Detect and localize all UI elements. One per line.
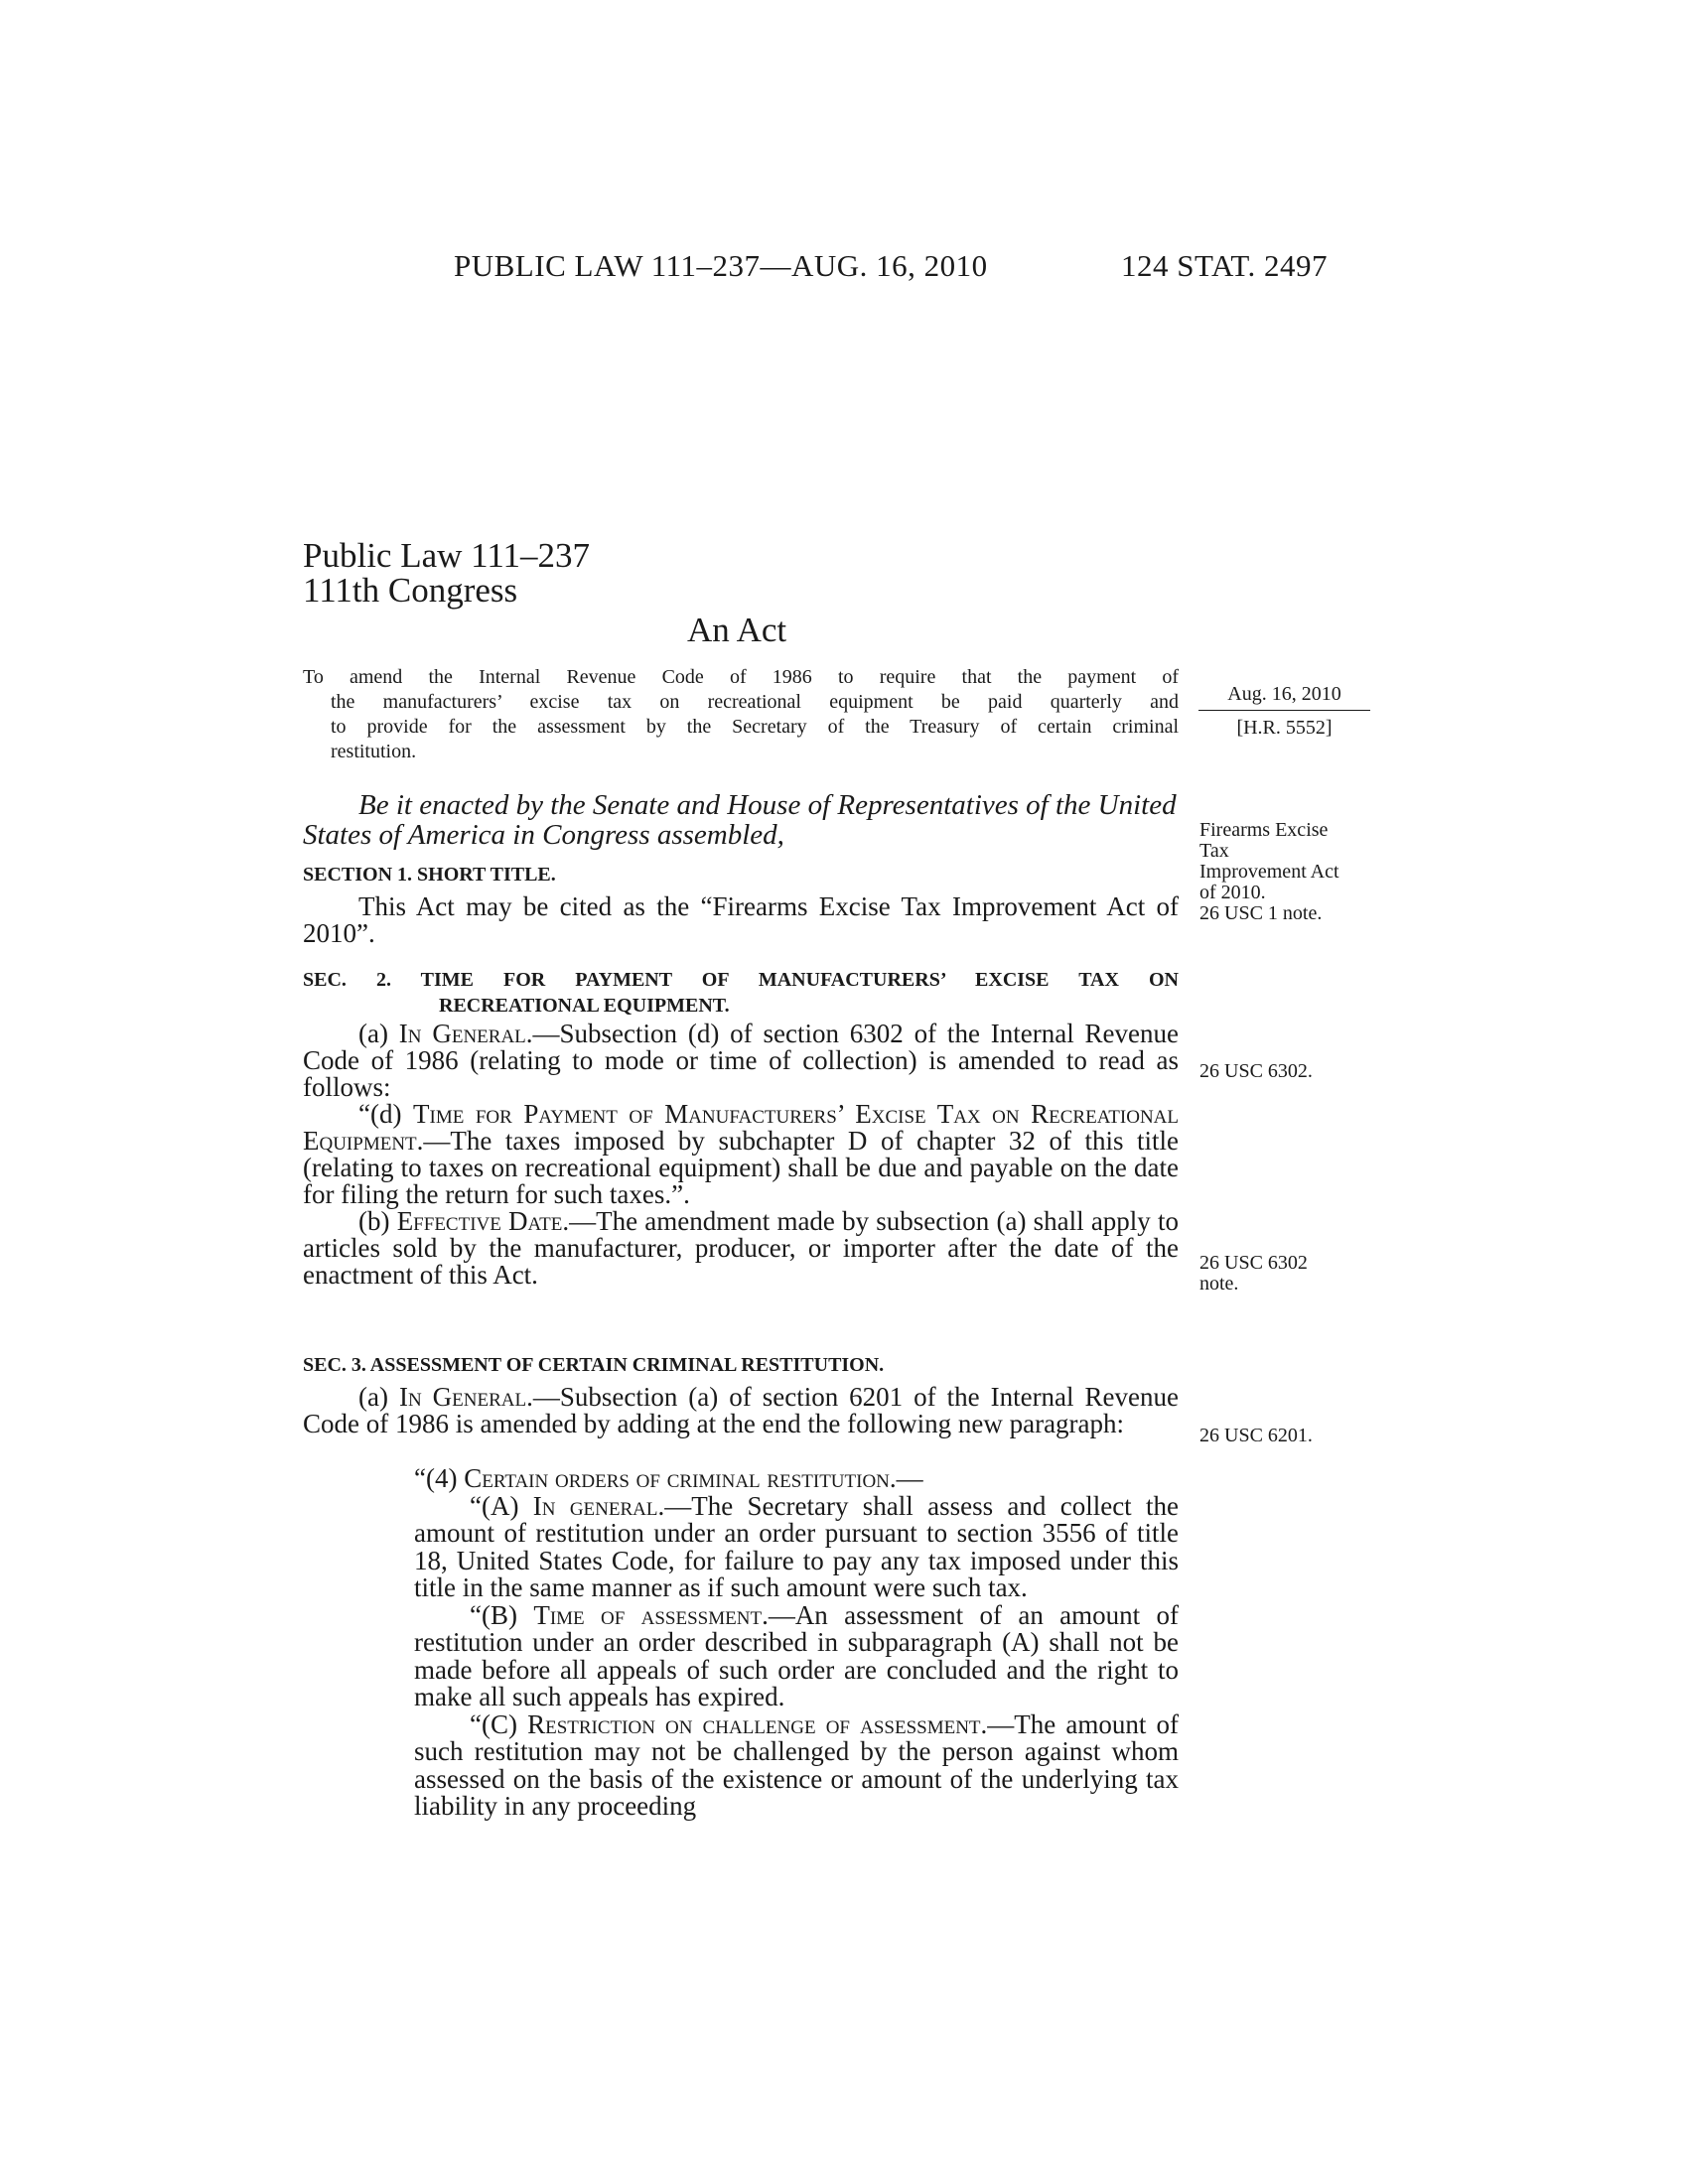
section-2-inserted-subsection-d — [303, 1101, 1179, 1208]
margin-note-line: Improvement Act — [1199, 861, 1339, 883]
subsection-label: (b) — [358, 1206, 397, 1236]
enactment-date: Aug. 16, 2010 — [1227, 683, 1341, 705]
subsection-text: .—The amendment made by subsection (a) shall apply to articles sold by the manufacturer, producer, or importer after the date of the enactment of this Act. — [303, 1206, 1179, 1290]
subparagraph-label: “(A) — [470, 1490, 533, 1521]
subparagraph-c — [414, 1708, 1179, 1821]
act-heading: An Act — [687, 611, 787, 649]
margin-note-line: of 2010. — [1199, 882, 1266, 903]
section-2-body — [303, 1021, 1179, 1289]
bill-number: [H.R. 5552] — [1236, 717, 1333, 739]
subparagraph-label: “(B) — [470, 1599, 534, 1630]
purpose-line: to provide for the assessment by the Secretary of the Treasury of certain criminal — [331, 716, 1179, 738]
margin-note-line: note. — [1199, 1273, 1239, 1295]
section-3-body — [303, 1384, 1179, 1437]
subsection-label: (a) — [358, 1019, 399, 1048]
subparagraph-text: .—An assessment of an amount of restitution under an order described in subparagraph (A) shall not be made before all appeals of such order are concluded and the right to make all such appeals has expired. — [414, 1599, 1179, 1711]
subparagraph-label: “(C) — [470, 1708, 528, 1739]
subsection-heading: In General — [398, 1382, 527, 1412]
short-title-text: This Act may be cited as the “Firearms Excise Tax Improvement Act of 2010”. — [303, 891, 1179, 948]
paragraph-label: “(4) — [414, 1463, 465, 1493]
subsection-label: (a) — [358, 1382, 399, 1412]
subparagraph-b — [414, 1599, 1179, 1711]
congress-number: 111th Congress — [303, 571, 518, 610]
subparagraph-a — [414, 1490, 1179, 1602]
paragraph-heading: Certain orders of criminal restitution — [464, 1463, 890, 1493]
usc-6201-margin-note: 26 USC 6201. — [1199, 1425, 1313, 1446]
section-3-subsection-a — [303, 1384, 1179, 1437]
enactment-date-sidenote — [1198, 683, 1370, 740]
running-title: PUBLIC LAW 111–237—AUG. 16, 2010 — [454, 248, 988, 283]
purpose-clause — [303, 665, 1179, 764]
subsection-label: “(d) — [358, 1099, 413, 1129]
enacting-clause-text: Be it enacted by the Senate and House of Representatives of the United States of America in Congress assembled, — [303, 789, 1177, 851]
margin-note-line: Tax — [1199, 840, 1229, 862]
section-2-heading-line: SEC. 2. TIME FOR PAYMENT OF MANUFACTURERS’ EXCISE TAX ON — [303, 969, 1179, 991]
paragraph-4-heading — [414, 1465, 1179, 1493]
subsection-text: .—Subsection (a) of section 6201 of the Internal Revenue Code of 1986 is amended by adding at the end the following new paragraph: — [303, 1382, 1179, 1438]
short-title-margin-note — [1199, 820, 1339, 924]
usc-6302-margin-note: 26 USC 6302. — [1199, 1060, 1313, 1082]
section-2-heading — [303, 967, 1179, 1019]
margin-note-line: 26 USC 1 note. — [1199, 902, 1323, 924]
subsection-text: .—The taxes imposed by subchapter D of chapter 32 of this title (relating to taxes on recreational equipment) shall be due and payable on the date for filing the return for such taxes.”. — [303, 1126, 1179, 1209]
subsection-text: .—Subsection (d) of section 6302 of the Internal Revenue Code of 1986 (relating to mode or time of collection) is amended to read as follows: — [303, 1019, 1179, 1102]
subsection-heading: Effective Date — [396, 1206, 563, 1236]
subsection-heading: Time for Payment of Manufacturers’ Excise Tax on Recreational Equipment — [303, 1099, 1180, 1156]
margin-note-line: Firearms Excise — [1199, 819, 1329, 841]
subparagraph-heading: Restriction on challenge of assessment — [527, 1708, 981, 1739]
subparagraph-heading: Time of assessment — [533, 1599, 763, 1630]
public-law-number: Public Law 111–237 — [303, 536, 591, 575]
purpose-line: the manufacturers’ excise tax on recreational equipment be paid quarterly and — [331, 691, 1179, 713]
stat-page-number: 124 STAT. 2497 — [1121, 248, 1329, 283]
subparagraph-text: .—The Secretary shall assess and collect the amount of restitution under an order pursuant to section 3556 of title 18, United States Code, for failure to pay any tax imposed under this title in the same manner as if such amount were such tax. — [414, 1490, 1179, 1602]
subsection-heading: In General — [398, 1019, 526, 1048]
sidenote-rule — [1198, 710, 1370, 711]
section-1-body — [303, 893, 1179, 947]
paragraph-dash: .— — [889, 1463, 923, 1493]
margin-note-line: 26 USC 6302 — [1199, 1252, 1308, 1274]
subparagraph-heading: In general — [532, 1490, 658, 1521]
section-2-heading-line: RECREATIONAL EQUIPMENT. — [439, 995, 730, 1017]
enacting-clause — [303, 790, 1179, 850]
section-1-heading: SECTION 1. SHORT TITLE. — [303, 864, 556, 886]
section-2-subsection-b — [303, 1208, 1179, 1289]
section-3-inserted-paragraph-4 — [414, 1465, 1179, 1821]
section-2-subsection-a — [303, 1021, 1179, 1101]
section-3-heading: SEC. 3. ASSESSMENT OF CERTAIN CRIMINAL RESTITUTION. — [303, 1354, 885, 1376]
purpose-line: To amend the Internal Revenue Code of 1986 to require that the payment of — [303, 666, 1179, 688]
usc-6302-note-margin-note — [1199, 1253, 1308, 1295]
subparagraph-text: .—The amount of such restitution may not be challenged by the person against whom assessed on the basis of the existence or amount of the underlying tax liability in any proceeding — [414, 1708, 1179, 1821]
purpose-line: restitution. — [331, 741, 417, 762]
